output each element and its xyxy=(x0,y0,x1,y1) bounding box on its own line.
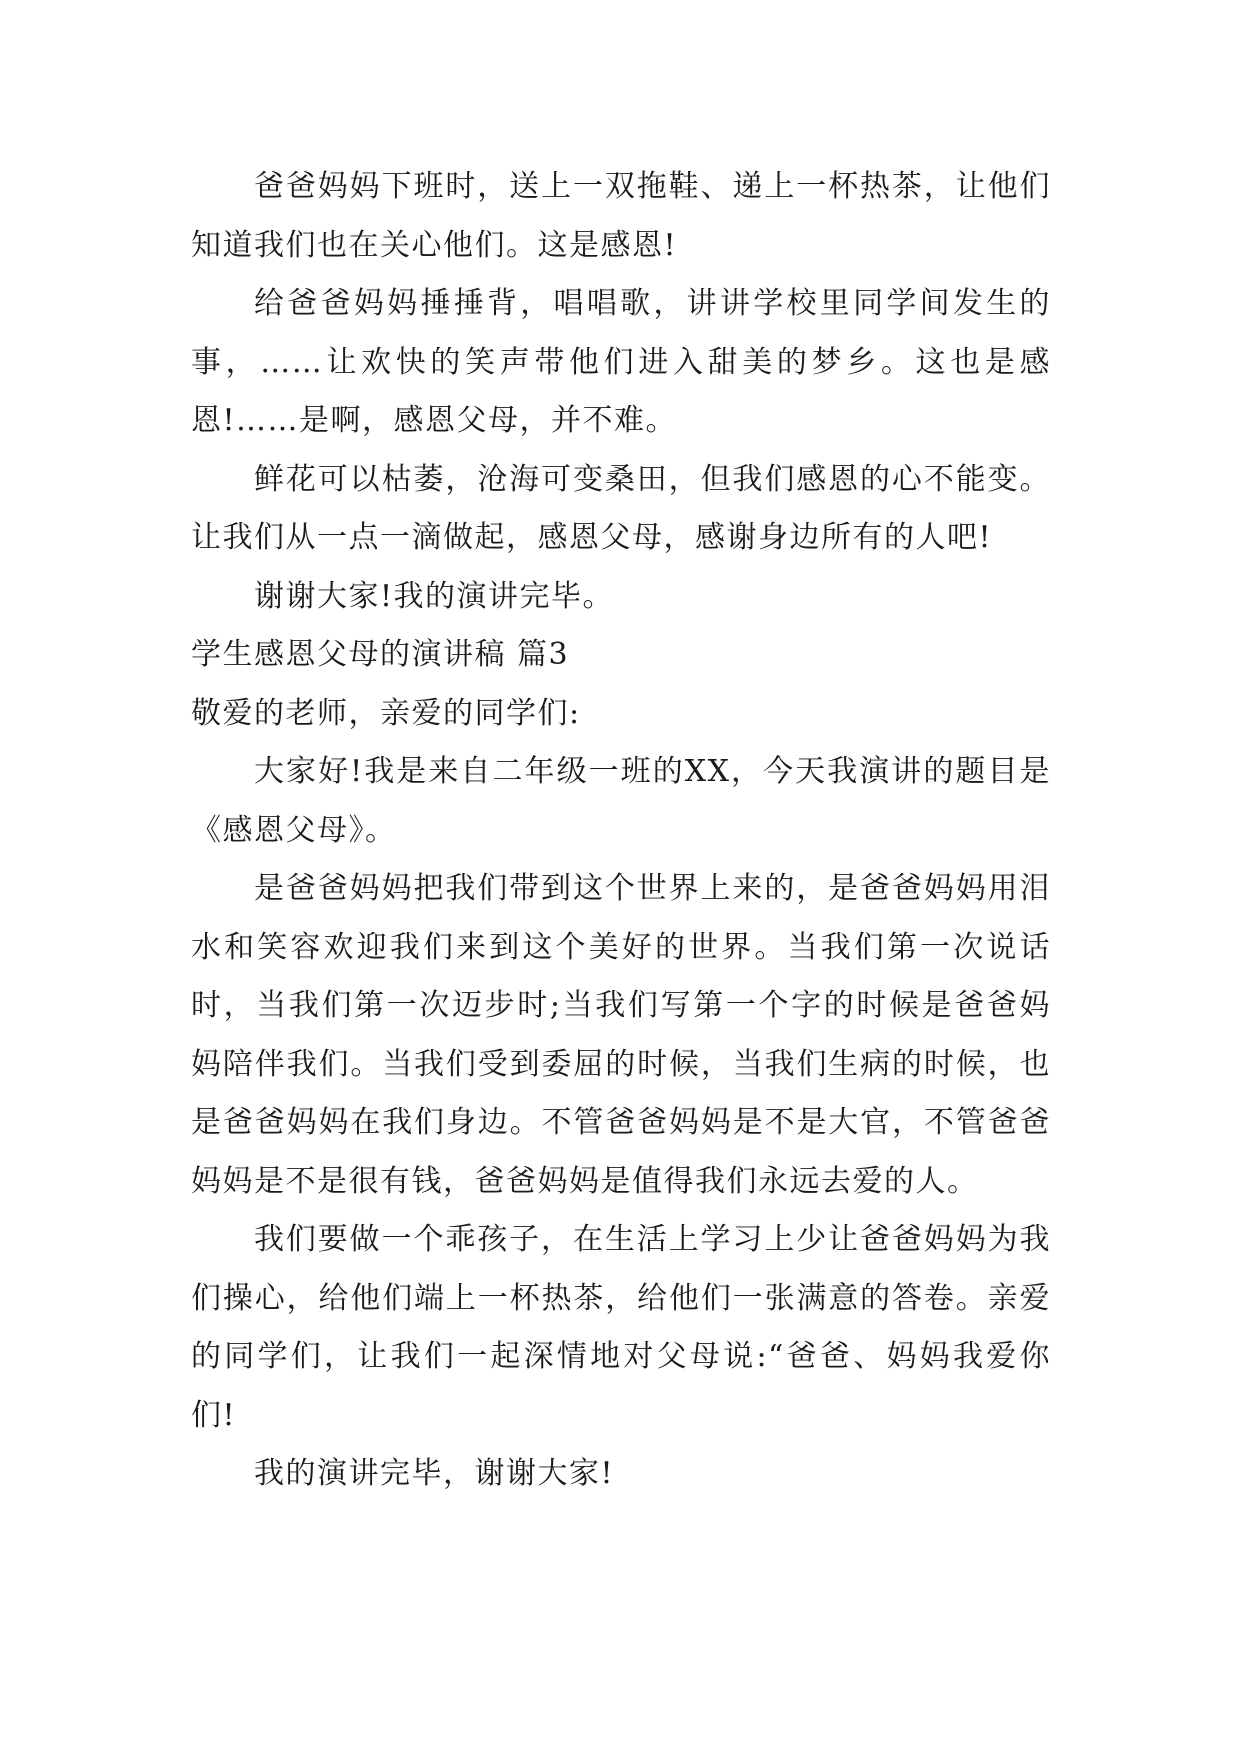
closing-line: 我的演讲完毕，谢谢大家! xyxy=(254,1456,615,1491)
section-heading: 学生感恩父母的演讲稿 篇3 xyxy=(191,637,570,672)
paragraph: 鲜花可以枯萎，沧海可变桑田，但我们感恩的心不能变。让我们从一点一滴做起，感恩父母，感谢身边所有的人吧! xyxy=(191,461,1051,555)
paragraph: 大家好!我是来自二年级一班的XX，今天我演讲的题目是《感恩父母》。 xyxy=(191,754,1051,848)
paragraph: 爸爸妈妈下班时，送上一双拖鞋、递上一杯热茶，让他们知道我们也在关心他们。这是感恩! xyxy=(191,169,1051,263)
paragraph: 是爸爸妈妈把我们带到这个世界上来的，是爸爸妈妈用泪水和笑容欢迎我们来到这个美好的世界。当我们第一次说话时，当我们第一次迈步时;当我们写第一个字的时候是爸爸妈妈陪伴我们。当我们受到委屈的时候，当我们生病的时候，也是爸爸妈妈在我们身边。不管爸爸妈妈是不是大官，不管爸爸妈妈是不是很有钱，爸爸妈妈是值得我们永远去爱的人。 xyxy=(191,871,1051,1199)
paragraph: 给爸爸妈妈捶捶背，唱唱歌，讲讲学校里同学间发生的事，……让欢快的笑声带他们进入甜美的梦乡。这也是感恩!……是啊，感恩父母，并不难。 xyxy=(191,286,1051,438)
closing-line: 谢谢大家!我的演讲完毕。 xyxy=(254,578,615,614)
document-body xyxy=(191,158,1051,1504)
paragraph: 我们要做一个乖孩子，在生活上学习上少让爸爸妈妈为我们操心，给他们端上一杯热茶，给他们一张满意的答卷。亲爱的同学们，让我们一起深情地对父母说:“爸爸、妈妈我爱你们! xyxy=(191,1222,1051,1433)
salutation: 敬爱的老师，亲爱的同学们: xyxy=(191,695,581,731)
